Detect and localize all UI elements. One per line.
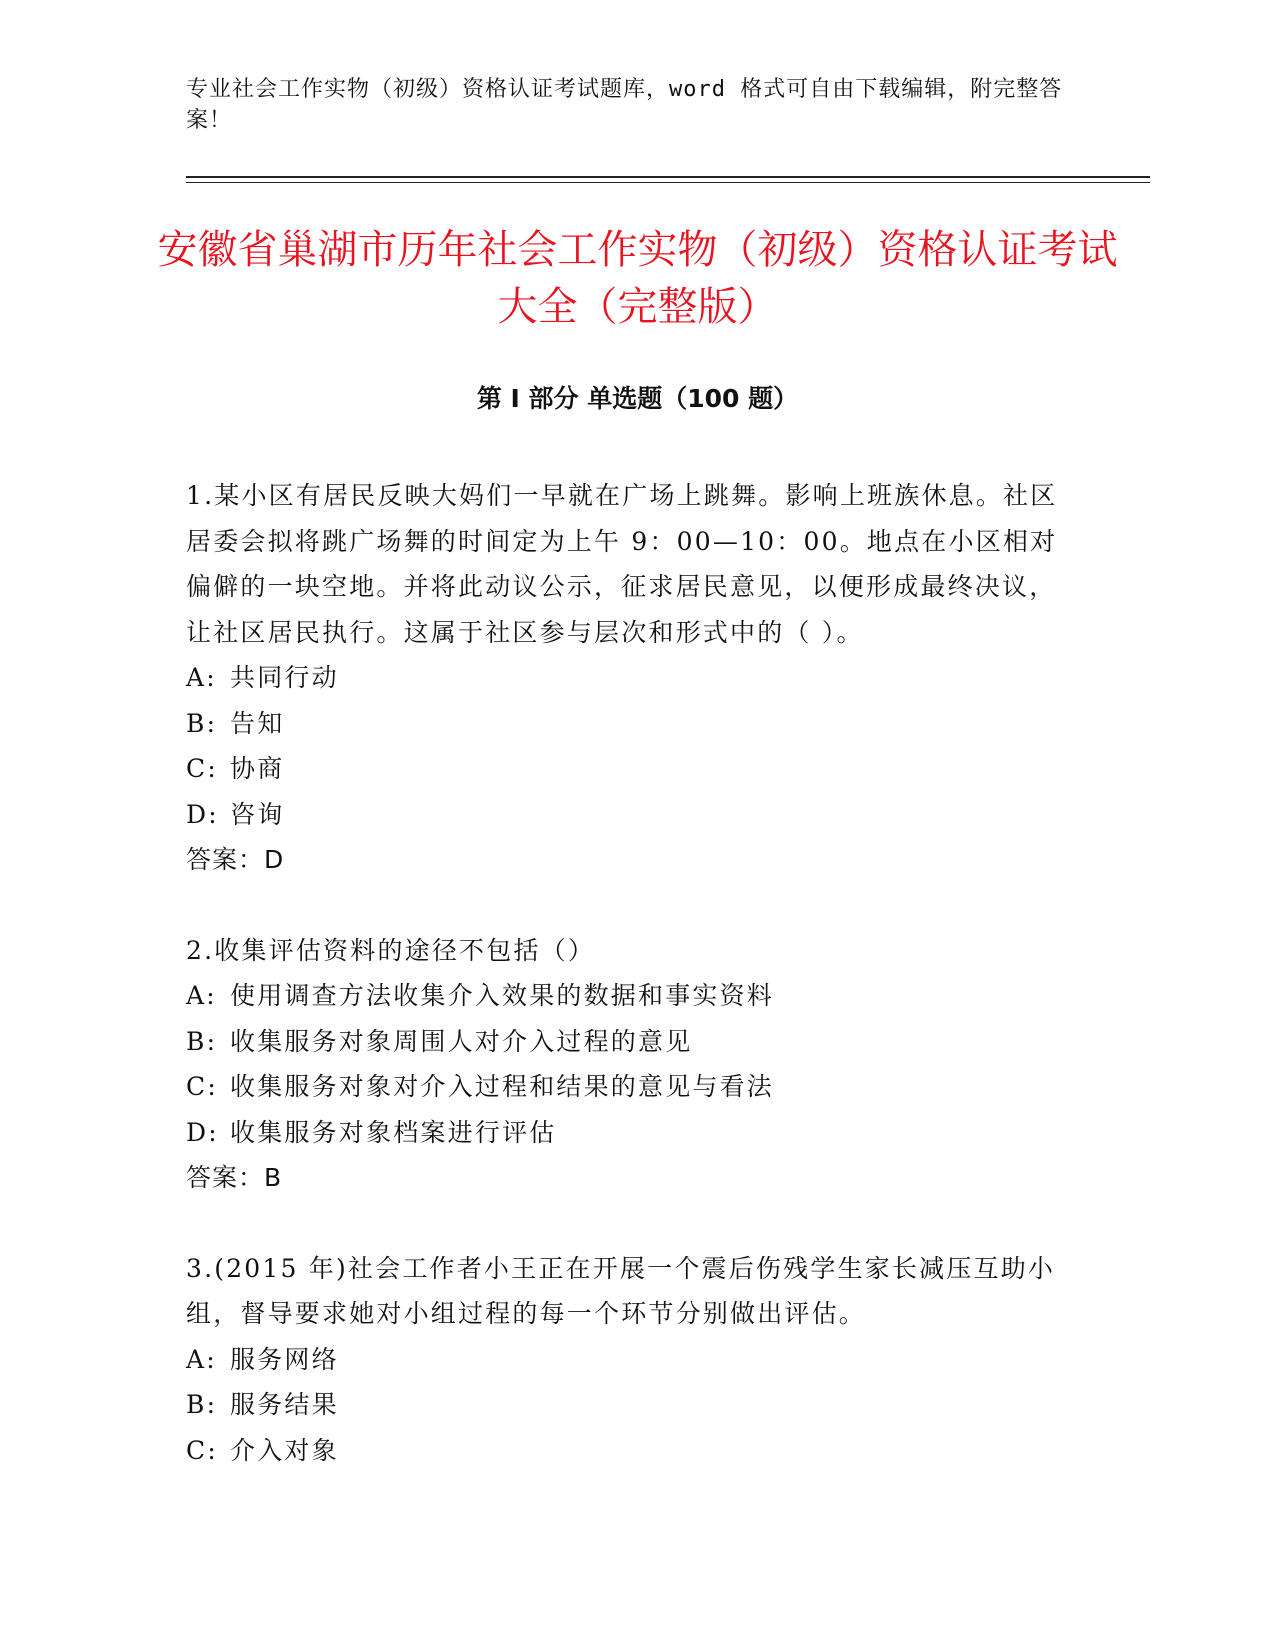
option-c xyxy=(186,1064,1066,1110)
option-text: 介入对象 xyxy=(230,1435,339,1465)
option-text: 协商 xyxy=(230,754,285,783)
option-key: B: xyxy=(186,1390,218,1419)
question-stem: 1.某小区有居民反映大妈们一早就在广场上跳舞。影响上班族休息。社区居委会拟将跳广场舞的时间定为上午 9：00—10：00。地点在小区相对偏僻的一块空地。并将此动议公示，征求居民意见，以便形成最终决议，让社区居民执行。这属于社区参与层次和形式中的（ ）。 xyxy=(186,481,1058,647)
option-text: 使用调查方法收集介入效果的数据和事实资料 xyxy=(230,981,775,1010)
option-text: 咨询 xyxy=(230,799,285,829)
question-1 xyxy=(186,473,1066,883)
answer-line: 答案：B xyxy=(186,1163,283,1192)
option-text: 共同行动 xyxy=(230,663,339,692)
option-c xyxy=(186,746,1066,792)
question-stem: 2.收集评估资料的途径不包括（） xyxy=(186,935,596,965)
option-text: 服务结果 xyxy=(230,1390,339,1419)
option-a xyxy=(186,973,1066,1019)
section-title: 第 I 部分 单选题（100 题） xyxy=(476,384,799,413)
option-key: A: xyxy=(186,1344,217,1374)
option-text: 收集服务对象档案进行评估 xyxy=(230,1117,557,1147)
option-key: D: xyxy=(186,799,219,829)
option-key: B: xyxy=(186,708,218,738)
option-d xyxy=(186,792,1066,838)
option-key: A: xyxy=(186,663,217,692)
option-a xyxy=(186,655,1066,701)
option-key: C: xyxy=(186,754,218,783)
option-b xyxy=(186,701,1066,747)
header-divider-thick xyxy=(186,176,1150,178)
option-a xyxy=(186,1337,1066,1383)
option-key: C: xyxy=(186,1435,218,1465)
option-text: 服务网络 xyxy=(230,1344,339,1374)
option-key: D: xyxy=(186,1117,219,1147)
option-key: B: xyxy=(186,1026,218,1056)
header-divider-thin xyxy=(186,182,1150,183)
option-key: C: xyxy=(186,1072,218,1101)
option-c xyxy=(186,1428,1066,1474)
question-stem: 3.(2015 年)社会工作者小王正在开展一个震后伤残学生家长减压互助小组，督导要求她对小组过程的每一个环节分别做出评估。 xyxy=(186,1253,1056,1328)
option-b xyxy=(186,1019,1066,1065)
option-key: A: xyxy=(186,981,217,1010)
option-text: 收集服务对象对介入过程和结果的意见与看法 xyxy=(230,1072,775,1101)
option-b xyxy=(186,1382,1066,1428)
answer-line: 答案：D xyxy=(186,845,285,874)
question-list xyxy=(186,473,1066,1518)
option-d xyxy=(186,1110,1066,1156)
header-note: 专业社会工作实物（初级）资格认证考试题库，word 格式可自由下载编辑，附完整答案！ xyxy=(186,77,1063,133)
document-title: 安徽省巢湖市历年社会工作实物（初级）资格认证考试大全（完整版） xyxy=(157,227,1118,330)
option-text: 告知 xyxy=(230,708,285,738)
option-text: 收集服务对象周围人对介入过程的意见 xyxy=(230,1026,693,1056)
question-3 xyxy=(186,1246,1066,1474)
question-2 xyxy=(186,928,1066,1201)
